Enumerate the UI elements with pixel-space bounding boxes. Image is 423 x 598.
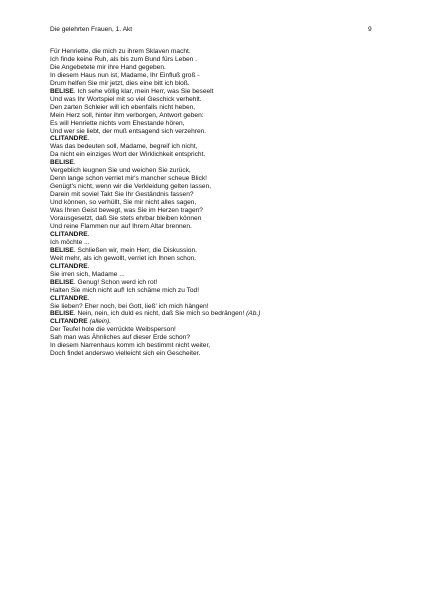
speaker-name: CLITANDRE bbox=[50, 135, 88, 143]
line-text: . Genug! Schon werd ich rot! bbox=[73, 278, 158, 286]
line-text: Es will Henriette nichts vom Ehestande hören, bbox=[50, 119, 185, 127]
line-text: Denn lange schon verriet mir's mancher scheue Blick! bbox=[50, 175, 208, 183]
text-line bbox=[50, 350, 380, 358]
text-line bbox=[50, 183, 380, 191]
page-number: 9 bbox=[368, 26, 372, 33]
speaker-name: BELISE bbox=[50, 159, 74, 167]
line-text: Sie lieben? Eher noch, bei Gott, ließ' ich mich hängen! bbox=[50, 302, 209, 310]
text-line bbox=[50, 199, 380, 207]
text-line bbox=[50, 303, 380, 311]
line-text: Vergeblich leugnen Sie und weichen Sie zurück, bbox=[50, 167, 191, 175]
line-text: Halten Sie mich nicht auf! Ich schäme mich zu Tod! bbox=[50, 286, 200, 294]
line-text: Da nicht ein einziges Wort der Wirklichkeit entspricht. bbox=[50, 151, 206, 159]
text-line bbox=[50, 255, 380, 263]
stage-direction: (allein). bbox=[89, 318, 112, 326]
text-line bbox=[50, 175, 380, 183]
running-header-title: Die gelehrten Frauen, 1. Akt bbox=[50, 26, 133, 33]
line-text: . bbox=[73, 159, 76, 167]
text-line bbox=[50, 167, 380, 175]
text-line bbox=[50, 334, 380, 342]
line-text: Was Ihren Geist bewegt, was Sie im Herzen tragen? bbox=[50, 207, 203, 215]
line-text: Drum helfen Sie mir jetzt, dies eine bitt ich bloß. bbox=[50, 79, 190, 87]
text-line bbox=[50, 72, 380, 80]
line-text: Vorausgesetzt, daß Sie stets ehrbar bleiben können bbox=[50, 215, 202, 223]
text-line bbox=[50, 191, 380, 199]
text-line bbox=[50, 215, 380, 223]
speaker-name: BELISE bbox=[50, 246, 74, 254]
line-text: Und wer sie liebt, der muß entsagend sich verzehren. bbox=[50, 127, 207, 135]
line-text: Ich möchte ... bbox=[50, 238, 90, 246]
line-text: Sie irren sich, Madame ... bbox=[50, 270, 125, 278]
text-line bbox=[50, 318, 380, 326]
line-text: Den zarten Schleier will ich ebenfalls nicht heben, bbox=[50, 103, 196, 111]
text-line bbox=[50, 151, 380, 159]
line-text: Die Angebetete mir ihre Hand gegeben. bbox=[50, 63, 166, 71]
text-line bbox=[50, 263, 380, 271]
text-line bbox=[50, 143, 380, 151]
text-line bbox=[50, 279, 380, 287]
text-line bbox=[50, 239, 380, 247]
speaker-name: BELISE bbox=[50, 87, 74, 95]
text-line bbox=[50, 231, 380, 239]
line-text: Und reine Flammen nur auf Ihrem Altar brennen. bbox=[50, 222, 192, 230]
text-line bbox=[50, 159, 380, 167]
text-line bbox=[50, 80, 380, 88]
line-text: In diesem Narrenhaus komm ich bestimmt nicht weiter, bbox=[50, 342, 211, 350]
stage-direction: (Ab.) bbox=[246, 310, 261, 318]
text-line bbox=[50, 247, 380, 255]
line-text: Sah man was Ähnliches auf dieser Erde schon? bbox=[50, 334, 191, 342]
text-line bbox=[50, 271, 380, 279]
text-line bbox=[50, 48, 380, 56]
text-line bbox=[50, 135, 380, 143]
line-text: Weit mehr, als ich gewollt, verriet ich Ihnen schon. bbox=[50, 254, 197, 262]
text-line bbox=[50, 128, 380, 136]
line-text: Doch findet anderswo vielleicht sich ein Gescheiter. bbox=[50, 350, 201, 358]
speaker-name: CLITANDRE bbox=[50, 294, 88, 302]
line-text: . Nein, nein, ich duld es nicht, daß Sie mich so bedrängen! bbox=[73, 310, 247, 318]
text-line bbox=[50, 287, 380, 295]
line-text: In diesem Haus nun ist, Madame, Ihr Einfluß groß - bbox=[50, 71, 200, 79]
line-text: . Ich sehe völlig klar, mein Herr, was Sie beseelt bbox=[73, 87, 214, 95]
text-line bbox=[50, 120, 380, 128]
line-text: Was das bedeuten soll, Madame, begreif ich nicht, bbox=[50, 143, 198, 151]
line-text: Mein Herz soll, hinter ihm verborgen, Antwort geben: bbox=[50, 111, 204, 119]
speaker-name: CLITANDRE bbox=[50, 318, 88, 326]
text-line bbox=[50, 342, 380, 350]
speaker-name: BELISE bbox=[50, 278, 74, 286]
line-text: . bbox=[87, 294, 90, 302]
line-text: . bbox=[87, 135, 90, 143]
line-text: Für Henriette, die mich zu ihrem Sklaven macht. bbox=[50, 48, 191, 55]
text-line bbox=[50, 310, 380, 318]
line-text: . Schließen wir, mein Herr, die Diskussion. bbox=[73, 246, 197, 254]
line-text: Darein mit soviel Takt Sie Ihr Geständnis fassen? bbox=[50, 191, 194, 199]
play-text-body bbox=[50, 48, 380, 358]
text-line bbox=[50, 112, 380, 120]
text-line bbox=[50, 96, 380, 104]
line-text: Ich finde keine Ruh, als bis zum Bund fürs Leben . bbox=[50, 55, 197, 63]
speaker-name: CLITANDRE bbox=[50, 230, 88, 238]
line-text: Und können, so verhüllt, Sie mir nicht alles sagen, bbox=[50, 199, 197, 207]
speaker-name: CLITANDRE bbox=[50, 262, 88, 270]
text-line bbox=[50, 56, 380, 64]
line-text: Und was Ihr Wortspiel mit so viel Geschick verhehlt. bbox=[50, 95, 202, 103]
line-text: . bbox=[87, 262, 90, 270]
line-text: Der Teufel hole die verrückte Weibsperson! bbox=[50, 326, 176, 334]
text-line bbox=[50, 88, 380, 96]
text-line bbox=[50, 207, 380, 215]
text-line bbox=[50, 104, 380, 112]
text-line bbox=[50, 64, 380, 72]
text-line bbox=[50, 295, 380, 303]
line-text: Genügt's nicht, wenn wir die Verkleidung gelten lassen, bbox=[50, 183, 212, 191]
line-text: . bbox=[87, 230, 90, 238]
speaker-name: BELISE bbox=[50, 310, 74, 318]
text-line bbox=[50, 223, 380, 231]
